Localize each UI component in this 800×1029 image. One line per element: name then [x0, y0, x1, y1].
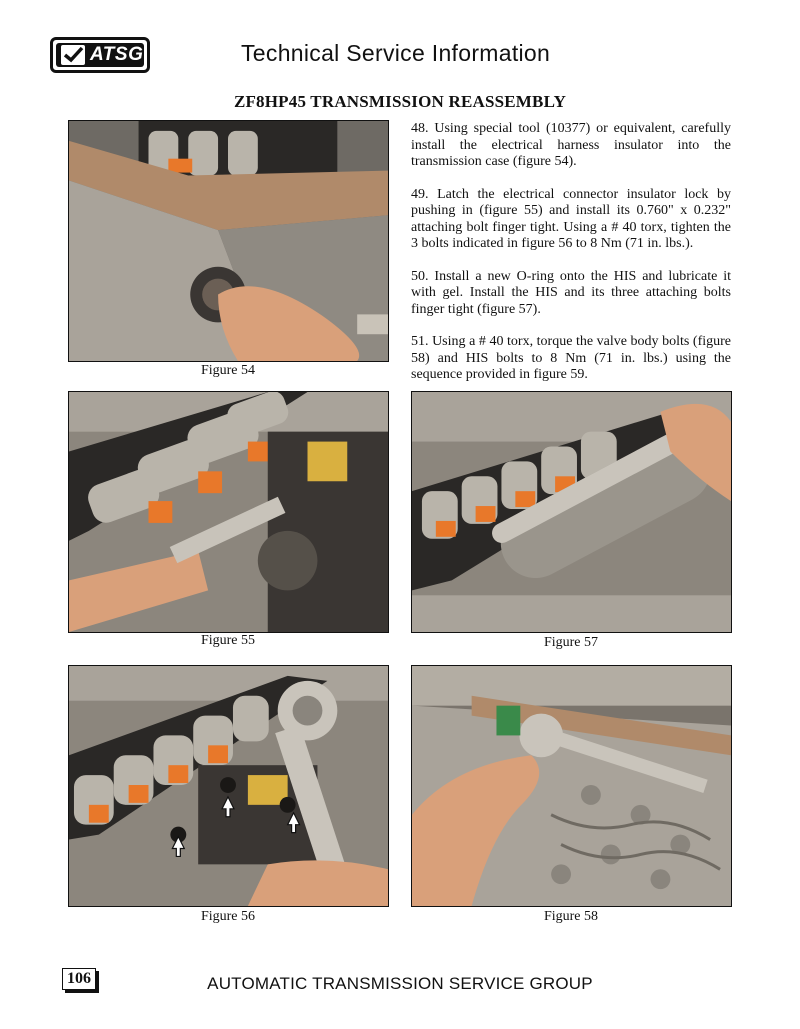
- figure-55-photo: [68, 391, 389, 633]
- step-50: 50. Install a new O-ring onto the HIS and lubricate it with gel. Install the HIS and its three attaching bolts finger tight (figure 57).: [411, 268, 731, 317]
- checkmark-icon: [60, 44, 86, 66]
- instruction-text: [411, 121, 731, 400]
- step-48: 48. Using special tool (10377) or equivalent, carefully install the electrical harness insulator into the transmission case (figure 54).: [411, 121, 731, 169]
- section-title: ZF8HP45 TRANSMISSION REASSEMBLY: [233, 92, 567, 111]
- figure-57-caption: Figure 57: [543, 635, 599, 650]
- figure-58-photo: [411, 665, 732, 907]
- figure-56-photo: [68, 665, 389, 907]
- figure-55-caption: Figure 55: [200, 633, 256, 648]
- page-number: 106: [62, 968, 96, 990]
- step-51: 51. Using a # 40 torx, torque the valve body bolts (figure 58) and HIS bolts to 8 Nm (71 in. lbs.) using the sequence provided in figure 59.: [411, 334, 731, 382]
- figure-57-photo: [411, 391, 732, 633]
- figure-56-caption: Figure 56: [200, 909, 256, 924]
- figure-54-caption: Figure 54: [200, 363, 256, 378]
- figure-58-caption: Figure 58: [543, 909, 599, 924]
- footer-org: AUTOMATIC TRANSMISSION SERVICE GROUP: [207, 974, 593, 993]
- atsg-logo: [50, 37, 150, 73]
- step-49: 49. Latch the electrical connector insulator lock by pushing in (figure 55) and install its 0.760" x 0.232" attaching bolt finger tight. Using a # 40 torx, tighten the 3 bolts indicated in figure 56 to 8 Nm (71 in. lbs.).: [411, 186, 731, 251]
- figure-54-photo: [68, 120, 389, 362]
- header-title: Technical Service Information: [241, 40, 551, 66]
- logo-text: ATSG: [90, 44, 144, 65]
